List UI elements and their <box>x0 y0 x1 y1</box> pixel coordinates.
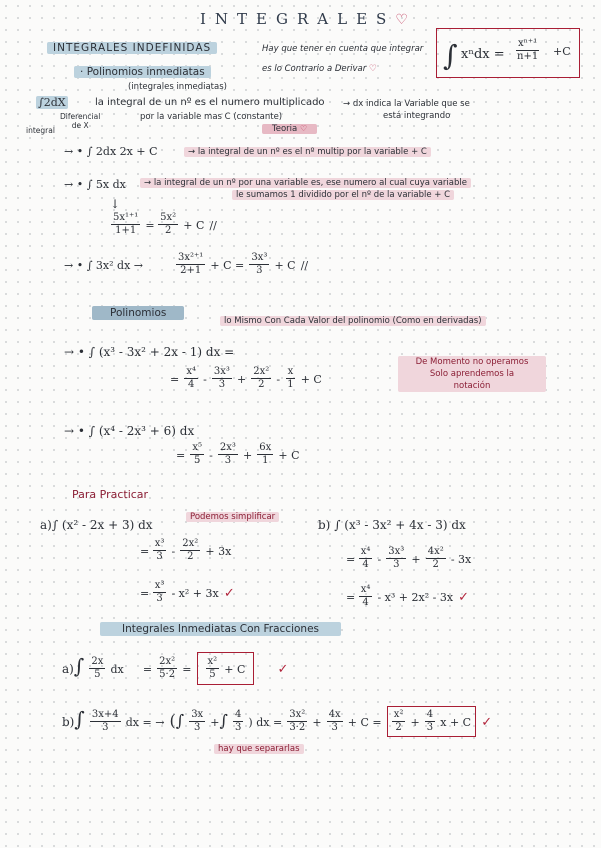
plus-sign: + <box>312 716 322 729</box>
de-x-label: de X <box>71 121 89 130</box>
dx-note-1: dx indica la Variable que se <box>352 99 470 109</box>
fb-inner-d1: 3 <box>194 722 201 733</box>
ex4-num-3: x <box>287 366 294 377</box>
hay-que-separarlas-note: hay que separarlas <box>214 744 304 754</box>
practice-a-expr: ∫ (x² - 2x + 3) dx <box>51 518 153 532</box>
pb-l2-n2: 3x³ <box>388 546 405 557</box>
integrales-inmediatas-note: (integrales inmediatas) <box>128 82 227 92</box>
practice-b-label: b) <box>318 518 331 532</box>
practice-a <box>40 518 153 532</box>
fb-inner-n1: 3x <box>191 709 204 720</box>
example-2-expr: → • ∫ 5x dx <box>64 178 126 191</box>
double-slash-icon: // <box>209 219 217 232</box>
formula-lhs: xⁿdx = <box>461 47 505 62</box>
example-4-result <box>170 366 322 391</box>
fb-num: 3x+4 <box>91 709 119 720</box>
check-icon: ✓ <box>277 662 289 677</box>
pb-l2-d2: 3 <box>393 559 400 570</box>
pa-l3-n1: x³ <box>154 580 165 591</box>
open-paren: ( <box>169 711 176 730</box>
check-icon: ✓ <box>481 715 493 730</box>
formula-fraction <box>515 38 540 63</box>
ex3-den1: 2+1 <box>180 265 202 276</box>
practice-b-line3 <box>346 584 469 609</box>
momento-note <box>398 356 546 392</box>
pa-l2-n2: 2x² <box>182 538 199 549</box>
pa-l2-d2: 2 <box>187 551 194 562</box>
down-arrow-icon: ↓ <box>110 197 121 211</box>
ex5-tail: + C <box>278 449 300 462</box>
ex4-num-0: x⁴ <box>186 366 196 377</box>
fa-den3: 5 <box>209 669 216 680</box>
fa-tail: dx <box>110 663 124 676</box>
integral-sign: ∫ <box>74 707 85 731</box>
minus-sign: - <box>171 545 176 558</box>
ex2-num1: 5x¹⁺¹ <box>113 212 139 223</box>
example-3-expr: → • ∫ 3x² dx → <box>64 259 143 272</box>
check-icon: ✓ <box>223 586 235 601</box>
integral-sign: ∫ <box>175 711 185 730</box>
double-slash-icon: // <box>300 259 309 272</box>
fa-num2: 2x² <box>159 656 176 667</box>
fraction-a <box>62 652 288 685</box>
equals-sign: = <box>140 587 153 600</box>
ex3-num1: 3x²⁺¹ <box>178 252 204 263</box>
example-4-expr: → • ∫ (x³ - 3x² + 2x - 1) dx = <box>64 345 235 359</box>
ex5-sign-0: = <box>176 449 186 462</box>
note-top-2-text: es lo Contrario a Derivar <box>262 64 367 74</box>
plus-sign: + <box>410 716 420 729</box>
practice-b-expr: ∫ (x³ - 3x² + 4x - 3) dx <box>334 518 466 532</box>
minus-sign: - <box>377 553 382 566</box>
ex5-num-0: x⁵ <box>192 442 202 453</box>
pb-l2-tail: - 3x <box>450 553 472 566</box>
definition-line-2: por la variable mas C (constante) <box>140 112 283 122</box>
equals-sign: = <box>346 591 359 604</box>
polinomios-note: lo Mismo Con Cada Valor del polinomio (Como en derivadas) <box>220 316 486 326</box>
fa-plus-c: + C <box>224 663 246 676</box>
fa-num3: x² <box>207 656 218 667</box>
practice-a-line2 <box>140 538 231 563</box>
teoria-tag <box>262 124 317 134</box>
practice-b-line2 <box>346 546 471 571</box>
dx-note-2: está integrando <box>383 111 451 121</box>
integral-2dx: ∫2dX <box>38 96 66 109</box>
heading-polinomios: Polinomios <box>92 306 184 320</box>
momento-note-1: De Momento no operamos <box>415 357 529 367</box>
fb-answer-box <box>387 706 476 737</box>
fa-label: a) <box>62 662 74 676</box>
pb-l2-d3: 2 <box>432 559 439 570</box>
fb-box-tail: x + C <box>440 716 472 729</box>
fb-inner-close: ) dx = <box>248 716 283 729</box>
subheading-polinomios-inmediatas: · Polinomios inmediatas <box>74 66 211 78</box>
definition-line-1: la integral de un nº es el numero multiplicado <box>95 97 325 108</box>
formula-box <box>436 28 580 78</box>
heading-fracciones: Integrales Inmediatas Con Fracciones <box>100 622 341 636</box>
pb-l2-n1: x⁴ <box>360 546 371 557</box>
fb-r-n2: 4x <box>328 709 341 720</box>
fb-r-mid: + C = <box>347 716 382 729</box>
momento-note-3: notación <box>453 381 491 391</box>
fb-box-d2: 3 <box>426 722 434 733</box>
diferencial-label: Diferencial <box>60 112 101 121</box>
example-5-expr: → • ∫ (x⁴ - 2x³ + 6) dx <box>64 424 195 438</box>
check-icon: ✓ <box>458 590 470 605</box>
ex2-num2: 5x² <box>160 212 177 223</box>
fb-box-n2: 4 <box>426 709 434 720</box>
example-2-steps <box>111 212 217 237</box>
plus-sign: + <box>210 716 220 729</box>
fb-tail: dx = → <box>125 716 165 729</box>
ex5-num-2: 6x <box>259 442 272 453</box>
ex4-sign-0: = <box>170 373 180 386</box>
ex5-den-0: 5 <box>193 455 201 466</box>
fb-label: b) <box>62 715 75 729</box>
heading-indefinidas: INTEGRALES INDEFINIDAS <box>47 42 217 54</box>
fraction-b <box>62 706 492 737</box>
heart-icon: ♡ <box>368 64 377 74</box>
ex5-den-1: 3 <box>224 455 232 466</box>
page-title <box>200 10 417 28</box>
fa-den2: 5·2 <box>159 669 176 680</box>
ex5-den-2: 1 <box>262 455 269 466</box>
ex5-sign-2: + <box>242 449 253 462</box>
fb-r-n1: 3x² <box>289 709 306 720</box>
ex5-sign-1: - <box>209 449 213 462</box>
ex4-sign-1: - <box>203 373 207 386</box>
example-2-note-2: le sumamos 1 dividido por el nº de la variable + C <box>232 190 454 200</box>
dx-note: → dx indica la Variable que se <box>343 99 470 109</box>
formula-den: n+1 <box>517 51 539 62</box>
pa-l3-d1: 3 <box>156 593 163 604</box>
pa-l2-tail: + 3x <box>205 545 232 558</box>
teoria-text: Teoria <box>272 124 298 134</box>
fb-inner-d2: 3 <box>234 722 242 733</box>
practice-b <box>318 518 466 532</box>
ex4-sign-3: - <box>276 373 281 386</box>
pb-l3-n1: x⁴ <box>360 584 371 595</box>
ex4-den-0: 4 <box>187 379 195 390</box>
pa-l3-tail: - x² + 3x <box>171 587 219 600</box>
fa-den: 5 <box>94 669 101 680</box>
pa-l2-n1: x³ <box>154 538 165 549</box>
ex5-num-1: 2x³ <box>219 442 236 453</box>
integral-label: integral <box>26 126 55 135</box>
ex2-equals: = <box>145 219 159 232</box>
fb-box-d1: 2 <box>395 722 402 733</box>
ex4-tail: + C <box>300 373 322 386</box>
fb-den: 3 <box>102 722 109 733</box>
fb-inner-n2: 4 <box>234 709 242 720</box>
example-1-expr: → • ∫ 2dx 2x + C <box>64 145 158 158</box>
note-top-1: Hay que tener en cuenta que integrar <box>262 44 424 54</box>
polinomios-inmediatas-text: Polinomios inmediatas <box>86 66 205 78</box>
ex3-mid: + C = <box>210 259 245 272</box>
equals-sign: = <box>182 663 192 676</box>
practice-a-label: a) <box>40 518 52 532</box>
equals-sign: = <box>142 663 153 676</box>
pa-l2-d1: 3 <box>156 551 163 562</box>
example-2-note-1: → la integral de un nº por una variable es, ese numero al cual cuya variable <box>140 178 471 188</box>
equals-sign: = <box>346 553 359 566</box>
pb-l2-n3: 4x² <box>427 546 444 557</box>
ex4-den-2: 2 <box>258 379 265 390</box>
ex2-den2: 2 <box>164 225 172 236</box>
pb-l3-d1: 4 <box>362 597 369 608</box>
fa-answer-box <box>197 652 255 685</box>
fa-num: 2x <box>91 656 104 667</box>
ex3-den2: 3 <box>256 265 263 276</box>
example-5-result <box>176 442 300 467</box>
ex4-den-1: 3 <box>218 379 226 390</box>
fb-r-d2: 3 <box>331 722 338 733</box>
example-3-steps <box>176 252 308 277</box>
note-top-2 <box>262 64 377 74</box>
fb-box-n1: x² <box>393 709 404 720</box>
example-1-note: → la integral de un nº es el nº multip por la variable + C <box>184 147 431 157</box>
ex4-den-3: 1 <box>287 379 294 390</box>
ex2-den1: 1+1 <box>115 225 137 236</box>
ex4-num-2: 2x² <box>253 366 270 377</box>
equals-sign: = <box>140 545 153 558</box>
momento-note-2: Solo aprendemos la <box>429 369 515 379</box>
integral-sign: ∫ <box>73 654 85 678</box>
integral-sign: ∫ <box>443 39 458 72</box>
plus-sign: + <box>411 553 421 566</box>
ex2-tail: + C <box>183 219 205 232</box>
pb-l2-d1: 4 <box>362 559 369 570</box>
pb-l3-tail: - x³ + 2x² - 3x <box>377 591 454 604</box>
heading-para-practicar: Para Practicar <box>72 488 149 501</box>
title-text: INTEGRALES <box>200 10 396 28</box>
integral-sign: ∫ <box>219 711 228 730</box>
practice-a-line3 <box>140 580 235 605</box>
fb-r-d1: 3·2 <box>289 722 306 733</box>
diferencial-note <box>60 112 100 130</box>
ex3-tail: + C <box>274 259 296 272</box>
heart-icon: ♡ <box>299 124 308 133</box>
podemos-simplificar-note: Podemos simplificar <box>186 512 279 522</box>
ex3-num2: 3x³ <box>251 252 268 263</box>
formula-tail: +C <box>553 45 571 58</box>
formula-num: xⁿ⁺¹ <box>517 38 538 49</box>
ex4-sign-2: + <box>236 373 247 386</box>
ex4-num-1: 3x³ <box>213 366 230 377</box>
heart-icon: ♡ <box>395 12 417 28</box>
